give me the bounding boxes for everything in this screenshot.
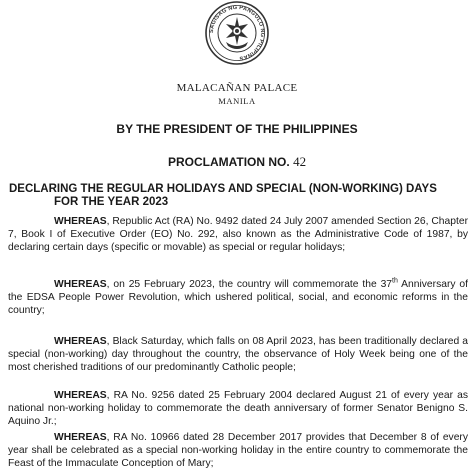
whereas-text: , Republic Act (RA) No. 9492 dated 24 July 2007 amended Section 26, Chapter 7, Book I of Executive Order (EO) No. 292, also known as the Administrative Code of 1987, by declaring certain days (specific or movable) as special or regular holidays; (8, 216, 468, 254)
whereas-paragraph-1 (8, 215, 468, 255)
seal-ring-text: SAGISAG NG PANGULO NG PILIPINAS (208, 4, 266, 61)
proclamation-number: 42 (293, 154, 307, 169)
ordinal-suffix: th (392, 277, 398, 285)
whereas-text: , RA No. 9256 dated 25 February 2004 declared August 21 of every year as national non-working holiday to commemorate the death anniversary of former Senator Benigno S. Aquino Jr.; (8, 390, 468, 428)
proclamation-label: PROCLAMATION NO. (167, 155, 290, 169)
whereas-lead: WHEREAS (54, 336, 107, 347)
whereas-lead: WHEREAS (54, 279, 107, 290)
presidential-seal (204, 0, 270, 66)
whereas-text: , on 25 February 2023, the country will commemorate the 37 (106, 279, 393, 290)
whereas-lead: WHEREAS (54, 216, 107, 227)
whereas-text-continued: Anniversary of the EDSA People Power Revolution, which ushered political, social, and economic reforms in the country; (8, 279, 468, 317)
palace-city: MANILA (218, 96, 256, 106)
whereas-text: , Black Saturday, which falls on 08 April 2023, has been traditionally declared a special (non-working) day throughout the country, the observance of Holy Week being one of the most cherished traditions of our predominantly Catholic people; (8, 336, 468, 374)
title-line-1: DECLARING THE REGULAR HOLIDAYS AND SPECIAL (NON-WORKING) DAYS (9, 183, 437, 195)
whereas-paragraph-5 (8, 431, 468, 471)
proclamation-title (9, 183, 469, 209)
palace-name: MALACAÑAN PALACE (176, 82, 298, 94)
title-line-2: FOR THE YEAR 2023 (54, 196, 169, 208)
whereas-paragraph-2 (8, 278, 468, 318)
whereas-lead: WHEREAS (54, 432, 107, 443)
whereas-lead: WHEREAS (54, 390, 107, 401)
proclamation-heading (0, 154, 474, 170)
issuer-heading: BY THE PRESIDENT OF THE PHILIPPINES (116, 122, 358, 136)
whereas-paragraph-4 (8, 389, 468, 429)
presidential-seal-icon (204, 0, 270, 66)
whereas-text: , RA No. 10966 dated 28 December 2017 provides that December 8 of every year shall be celebrated as a special non-working holiday in the entire country to commemorate the Feast of the Immaculate Conception of Mary; (8, 432, 468, 470)
whereas-paragraph-3 (8, 335, 468, 375)
